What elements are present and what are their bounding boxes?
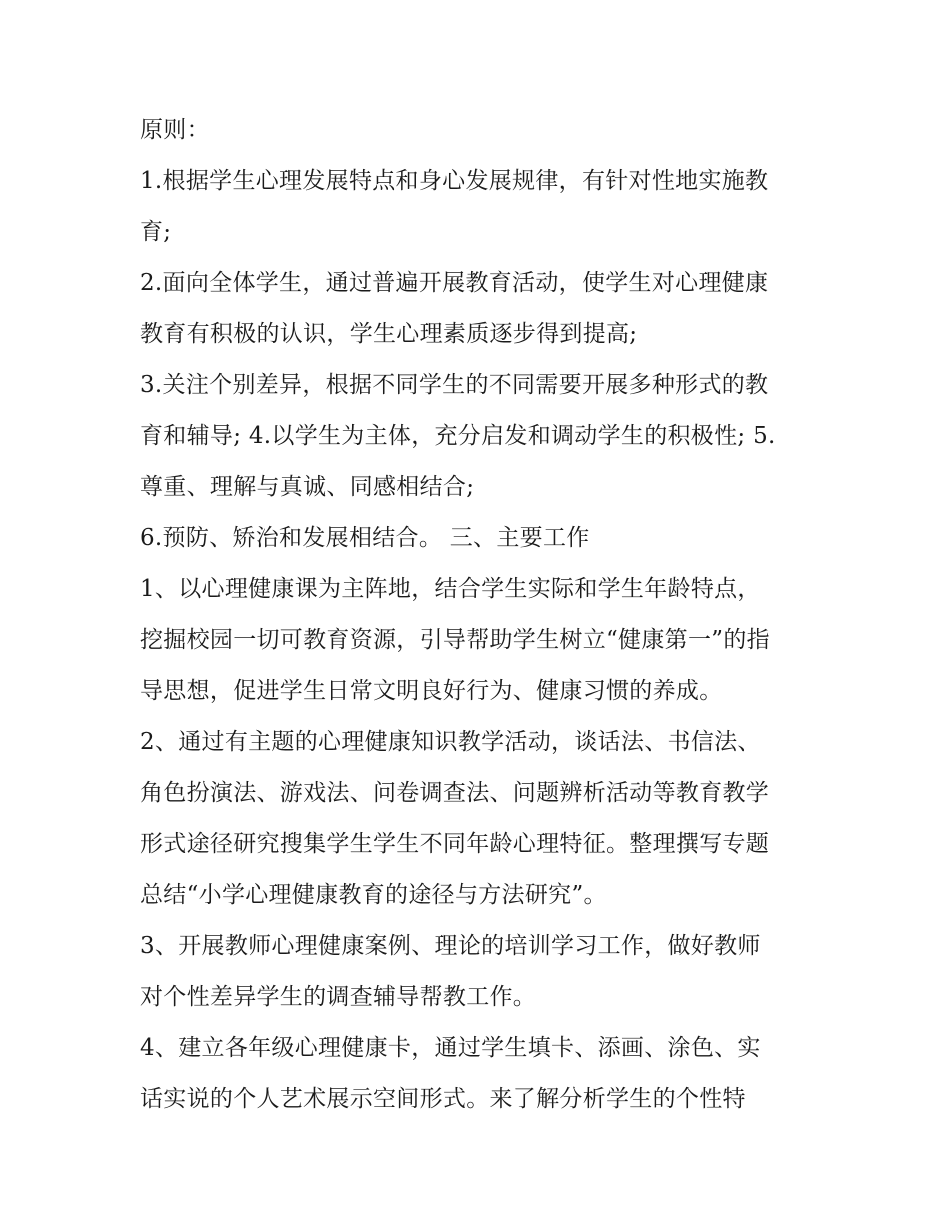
document-page [140, 108, 820, 1128]
work-item-3-line-2: 对个性差异学生的调查辅导帮教工作。 [140, 984, 537, 1010]
work-item-3-line-1: 3、开展教师心理健康案例、理论的培训学习工作，做好教师 [140, 933, 761, 959]
principle-6-and-section-heading: 6.预防、矫治和发展相结合。 三、主要工作 [140, 525, 590, 551]
work-item-1-line-2: 挖掘校园一切可教育资源，引导帮助学生树立“健康第一”的指 [140, 627, 770, 653]
principle-5-line: 尊重、理解与真诚、同感相结合; [140, 474, 475, 500]
work-item-4-line-1: 4、建立各年级心理健康卡，通过学生填卡、添画、涂色、实 [140, 1035, 761, 1061]
principle-3-5-line: 育和辅导; 4.以学生为主体，充分启发和调动学生的积极性; 5. [140, 423, 776, 449]
work-item-2-line-2: 角色扮演法、游戏法、问卷调查法、问题辨析活动等教育教学 [140, 780, 770, 806]
principle-1-line-1: 1.根据学生心理发展特点和身心发展规律，有针对性地实施教 [140, 168, 769, 194]
work-item-4-line-2: 话实说的个人艺术展示空间形式。来了解分析学生的个性特 [140, 1086, 746, 1112]
work-item-2-line-4: 总结“小学心理健康教育的途径与方法研究”。 [140, 882, 607, 908]
work-item-2-line-1: 2、通过有主题的心理健康知识教学活动，谈话法、书信法、 [140, 729, 761, 755]
work-item-1-line-1: 1、以心理健康课为主阵地，结合学生实际和学生年龄特点， [140, 576, 761, 602]
principle-2-line-2: 教育有积极的认识，学生心理素质逐步得到提高; [140, 321, 638, 347]
principle-1-line-2: 育; [140, 219, 172, 245]
principles-heading: 原则： [140, 117, 210, 143]
work-item-2-line-3: 形式途径研究搜集学生学生不同年龄心理特征。整理撰写专题 [140, 831, 770, 857]
principle-3-line-1: 3.关注个别差异，根据不同学生的不同需要开展多种形式的教 [140, 372, 769, 398]
principle-2-line-1: 2.面向全体学生，通过普遍开展教育活动，使学生对心理健康 [140, 270, 769, 296]
work-item-1-line-3: 导思想，促进学生日常文明良好行为、健康习惯的养成。 [140, 678, 723, 704]
